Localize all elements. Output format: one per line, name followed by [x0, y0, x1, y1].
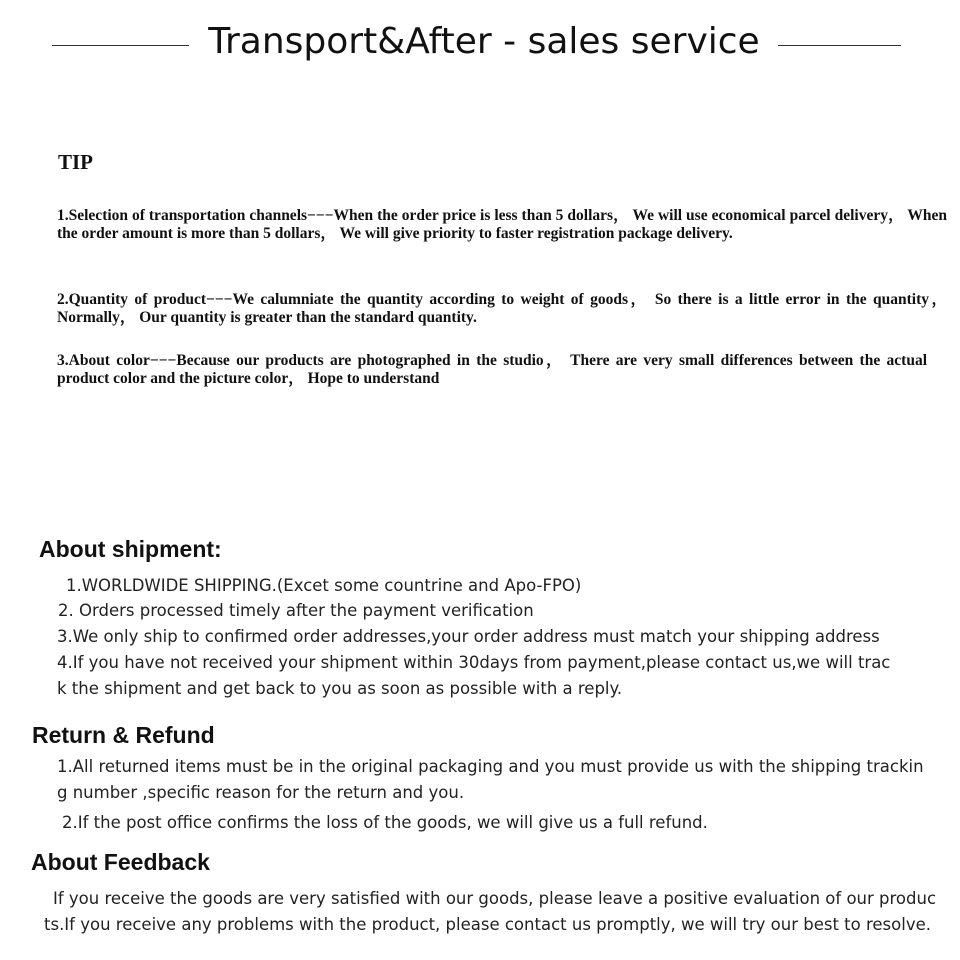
tip-paragraph-2: 2.Quantity of product−−−We calumniate the quantity according to weight of goods， So there is a little error in the quantity， Normally， Our quantity is greater than the standard quantity. [57, 291, 947, 326]
header-left-rule [52, 45, 189, 46]
tip-paragraph-3: 3.About color−−−Because our products are photographed in the studio， There are very small differences between the actual product color and the picture color， Hope to understand [57, 352, 927, 387]
refund-line-2: g number ,specific reason for the return and you. [57, 783, 465, 802]
shipment-heading: About shipment: [39, 536, 222, 562]
refund-line-3: 2.If the post office confirms the loss of the goods, we will give us a full refund. [62, 813, 708, 832]
shipment-line-2: 2. Orders processed timely after the payment verification [58, 601, 534, 620]
refund-line-1: 1.All returned items must be in the original packaging and you must provide us with the shipping trackin [57, 757, 924, 776]
shipment-line-1: 1.WORLDWIDE SHIPPING.(Excet some countrine and Apo-FPO) [66, 576, 582, 595]
header-right-rule [778, 45, 901, 46]
refund-heading: Return & Refund [32, 722, 215, 748]
feedback-line-1: If you receive the goods are very satisfied with our goods, please leave a positive evaluation of our produc [53, 889, 937, 908]
tip-heading: TIP [58, 150, 94, 174]
shipment-line-4: 4.If you have not received your shipment within 30days from payment,please contact us,we will trac [57, 653, 891, 672]
feedback-heading: About Feedback [31, 849, 210, 875]
page-title: Transport&After - sales service [208, 21, 760, 62]
shipment-line-5: k the shipment and get back to you as soon as possible with a reply. [57, 679, 623, 698]
tip-paragraph-1: 1.Selection of transportation channels−−−When the order price is less than 5 dollars， We will use economical parcel delivery， When the order amount is more than 5 dollars， We will give priority to faster registration package delivery. [57, 207, 947, 242]
feedback-line-2: ts.If you receive any problems with the product, please contact us promptly, we will try our best to resolve. [44, 915, 931, 934]
shipment-line-3: 3.We only ship to confirmed order addresses,your order address must match your shipping address [57, 627, 880, 646]
